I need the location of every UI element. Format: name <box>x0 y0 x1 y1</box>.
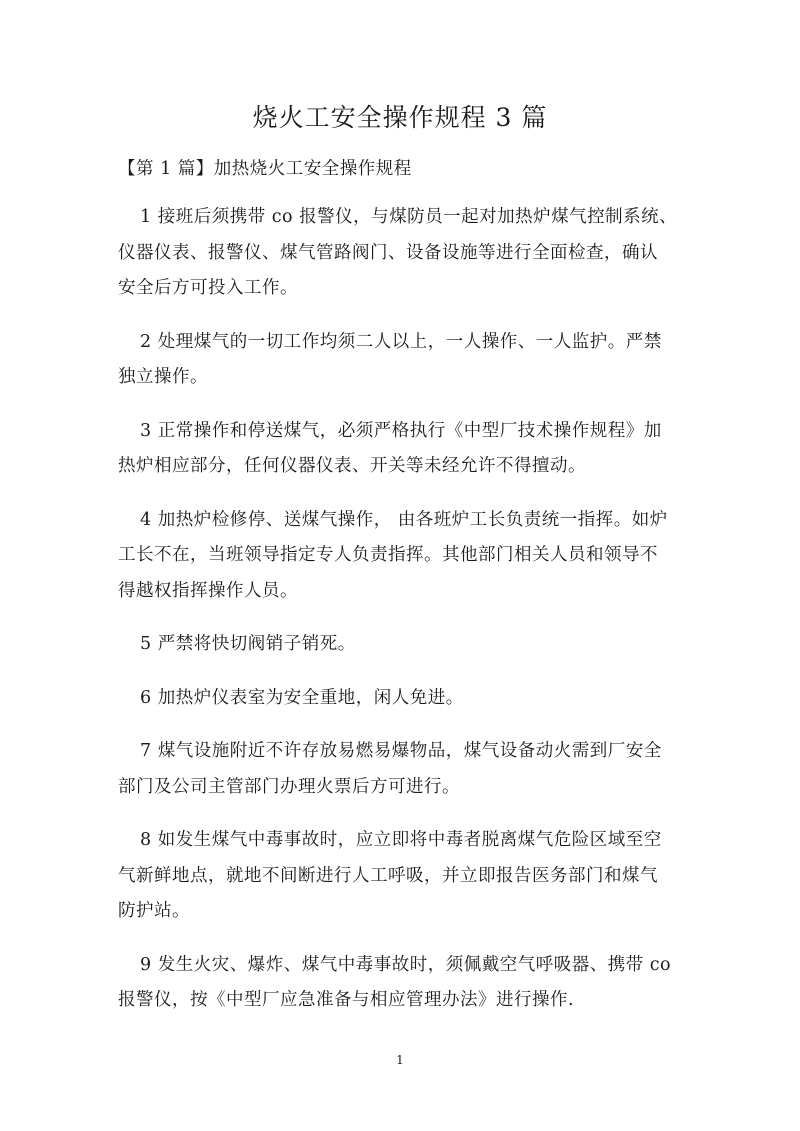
paragraph-line: 4 加热炉检修停、送煤气操作， 由各班炉工长负责统一指挥。如炉 <box>140 509 668 530</box>
section-heading: 【第 1 篇】加热烧火工安全操作规程 <box>118 159 412 179</box>
paragraph <box>118 200 684 307</box>
paragraph <box>118 734 684 805</box>
paragraph-line: 8 如发生煤气中毒事故时，应立即将中毒者脱离煤气危险区域至空 <box>140 830 662 850</box>
paragraph-line: 1 接班后须携带 co 报警仪，与煤防员一起对加热炉煤气控制系统、 <box>140 207 678 227</box>
paragraph-line: 独立操作。 <box>118 367 208 387</box>
paragraph-line: 部门及公司主管部门办理火票后方可进行。 <box>118 776 460 797</box>
paragraph-line: 防护站。 <box>118 901 190 921</box>
paragraph-line: 9 发生火灾、爆炸、煤气中毒事故时，须佩戴空气呼吸器、携带 co <box>140 954 672 975</box>
paragraph <box>118 948 684 1019</box>
paragraph-line: 2 处理煤气的一切工作均须二人以上，一人操作、一人监护。严禁 <box>140 331 662 352</box>
page-number: 1 <box>396 1053 404 1067</box>
paragraph-line: 报警仪，按《中型厂应急准备与相应管理办法》进行操作. <box>118 990 575 1010</box>
paragraph-line: 得越权指挥操作人员。 <box>118 580 298 601</box>
paragraph-line: 3 正常操作和停送煤气，必须严格执行《中型厂技术操作规程》加 <box>140 420 662 441</box>
paragraph-line: 热炉相应部分，任何仪器仪表、开关等未经允许不得擅动。 <box>118 456 586 476</box>
paragraph-line: 5 严禁将快切阀销子销死。 <box>140 634 356 654</box>
paragraph-line: 气新鲜地点，就地不间断进行人工呼吸，并立即报告医务部门和煤气 <box>118 865 658 886</box>
document-body <box>118 200 684 1037</box>
paragraph-line: 安全后方可投入工作。 <box>118 278 298 298</box>
paragraph <box>118 681 684 717</box>
paragraph-line: 7 煤气设施附近不许存放易燃易爆物品，煤气设备动火需到厂安全 <box>140 741 662 761</box>
paragraph <box>118 414 684 485</box>
paragraph <box>118 325 684 396</box>
document-title: 烧火工安全操作规程 3 篇 <box>252 103 548 132</box>
paragraph-line: 仪器仪表、报警仪、煤气管路阀门、设备设施等进行全面检查，确认 <box>118 242 658 263</box>
paragraph-line: 工长不在，当班领导指定专人负责指挥。其他部门相关人员和领导不 <box>118 545 658 565</box>
paragraph <box>118 503 684 610</box>
paragraph-line: 6 加热炉仪表室为安全重地，闲人免进。 <box>140 687 464 708</box>
paragraph <box>118 627 684 663</box>
paragraph <box>118 823 684 930</box>
